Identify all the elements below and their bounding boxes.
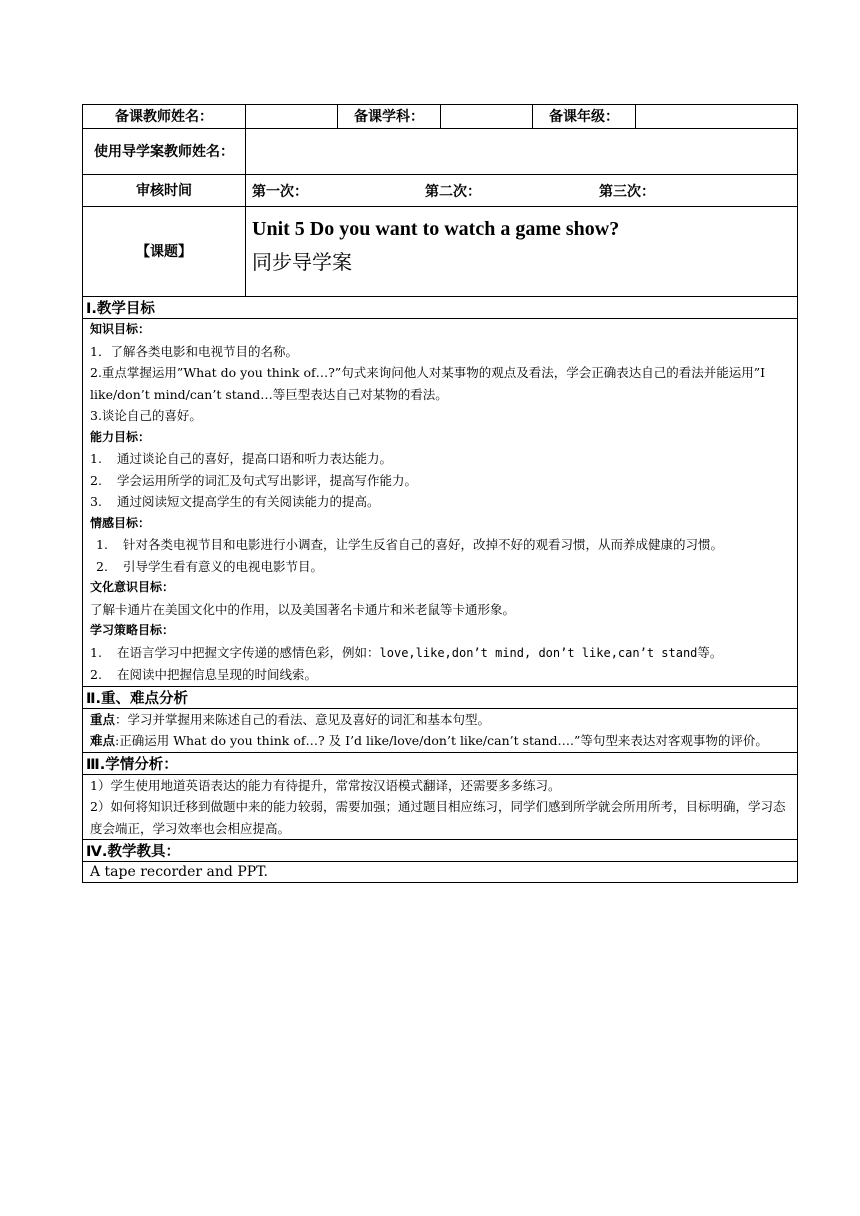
- lesson-plan-table: [82, 104, 798, 883]
- subject-field[interactable]: [441, 105, 533, 129]
- section-2-body-row: [83, 708, 798, 752]
- section-2-title-row: [83, 686, 798, 708]
- list-number: 1.: [90, 451, 102, 466]
- section-1-body: [83, 319, 798, 687]
- audit-third: 第三次：: [599, 183, 655, 200]
- audit-label: 审核时间: [83, 175, 246, 207]
- key-point: [90, 709, 789, 731]
- list-number: 2.: [90, 667, 102, 682]
- strategy-text: 在语言学习中把握文字传递的感情色彩，例如：: [117, 644, 380, 660]
- difficult-point-label: 难点: [90, 733, 116, 748]
- list-number: 2.: [96, 558, 108, 574]
- list-text: 通过谈论自己的喜好，提高口语和听力表达能力。: [117, 451, 393, 466]
- topic-row: [83, 207, 798, 297]
- list-number: 2.: [90, 472, 102, 488]
- section-title: Ⅰ.教学目标: [83, 297, 798, 319]
- ability-goal-item: [90, 470, 789, 492]
- topic-title-cn: 同步导学案: [252, 250, 352, 274]
- audit-first: 第一次：: [252, 183, 308, 200]
- section-3-body: [83, 774, 798, 840]
- section-1-body-row: [83, 319, 798, 687]
- list-text: 在阅读中把握信息呈现的时间线索。: [117, 667, 318, 682]
- strategy-examples: love,like,don’t mind, don’t like,can’t stand: [379, 645, 698, 660]
- analysis-item: 2）如何将知识迁移到做题中来的能力较弱，需要加强；通过题目相应练习，同学们感到所学就会所用所考，目标明确，学习态度会端正，学习效率也会相应提高。: [90, 799, 786, 836]
- list-number: 1.: [96, 537, 108, 552]
- teaching-aids: A tape recorder and PPT.: [83, 862, 798, 883]
- key-point-label: 重点: [90, 711, 116, 727]
- topic-title-en: Unit 5 Do you want to watch a game show?: [252, 218, 620, 240]
- topic-label: 【课题】: [83, 207, 246, 297]
- ability-goal-item: [90, 491, 789, 513]
- section-3-body-row: [83, 774, 798, 840]
- list-number: 3.: [90, 494, 102, 509]
- list-text: [117, 642, 789, 665]
- section-4-title-row: [83, 840, 798, 862]
- emotion-goal-item: [90, 556, 789, 578]
- section-4-body-row: [83, 862, 798, 883]
- header-row: [83, 105, 798, 129]
- section-title: Ⅳ.教学教具：: [83, 840, 798, 862]
- key-point-text: ：学习并掌握用来陈述自己的看法、意见及喜好的词汇和基本句型。: [115, 711, 491, 727]
- strategy-goal-title: 学习策略目标：: [90, 623, 175, 637]
- grade-label: 备课年级：: [533, 105, 636, 129]
- emotion-goal-title: 情感目标：: [90, 515, 151, 530]
- ability-goal-title: 能力目标：: [90, 429, 151, 444]
- section-title: Ⅱ.重、难点分析: [83, 686, 798, 708]
- audit-row: [83, 175, 798, 207]
- list-text: 通过阅读短文提高学生的有关阅读能力的提高。: [117, 494, 380, 509]
- audit-second: 第二次：: [425, 183, 481, 200]
- subject-label: 备课学科：: [338, 105, 441, 129]
- lesson-plan-sheet: [82, 104, 797, 883]
- knowledge-goal-title: 知识目标：: [90, 322, 151, 336]
- knowledge-goal-item: 3.谈论自己的喜好。: [90, 408, 202, 423]
- list-text: 引导学生看有意义的电视电影节目。: [123, 558, 324, 574]
- user-teacher-row: [83, 129, 798, 175]
- list-text: 针对各类电视节目和电影进行小调查，让学生反省自己的喜好，改掉不好的观看习惯，从而养成健康的习惯。: [123, 537, 724, 552]
- difficult-point: [90, 730, 789, 752]
- strategy-goal-item: [90, 642, 789, 665]
- difficult-point-text: :正确运用 What do you think of…? 及 I’d like/love/don’t like/can’t stand….”等句型来表达对客观事物的评价。: [115, 733, 768, 748]
- culture-goal-title: 文化意识目标：: [90, 580, 175, 594]
- knowledge-goal-item: 2.重点掌握运用”What do you think of…?”句式来询问他人对某事物的观点及看法，学会正确表达自己的看法并能运用”I like/don’t mind/can’t stand…等巨型表达自己对某物的看法。: [90, 365, 766, 402]
- knowledge-goal-item: 1．了解各类电影和电视节目的名称。: [90, 343, 298, 359]
- user-teacher-label: 使用导学案教师姓名：: [83, 129, 246, 175]
- section-title: Ⅲ.学情分析：: [83, 752, 798, 774]
- list-number: 1.: [90, 644, 102, 660]
- teacher-name-label: 备课教师姓名：: [83, 105, 246, 129]
- strategy-text-end: 等。: [697, 644, 723, 660]
- ability-goal-item: [90, 448, 789, 470]
- section-2-body: [83, 708, 798, 752]
- section-3-title-row: [83, 752, 798, 774]
- analysis-item: 1）学生使用地道英语表达的能力有待提升，常常按汉语模式翻译，还需要多多练习。: [90, 777, 561, 793]
- list-text: 学会运用所学的词汇及句式写出影评，提高写作能力。: [117, 472, 418, 488]
- grade-field[interactable]: [636, 105, 798, 129]
- culture-goal-text: 了解卡通片在美国文化中的作用，以及美国著名卡通片和米老鼠等卡通形象。: [90, 601, 516, 617]
- audit-times: [246, 175, 798, 207]
- emotion-goal-item: [90, 534, 789, 556]
- section-1-title-row: [83, 297, 798, 319]
- strategy-goal-item: [90, 664, 789, 686]
- teacher-name-field[interactable]: [246, 105, 338, 129]
- topic-cell: [246, 207, 798, 297]
- user-teacher-field[interactable]: [246, 129, 798, 175]
